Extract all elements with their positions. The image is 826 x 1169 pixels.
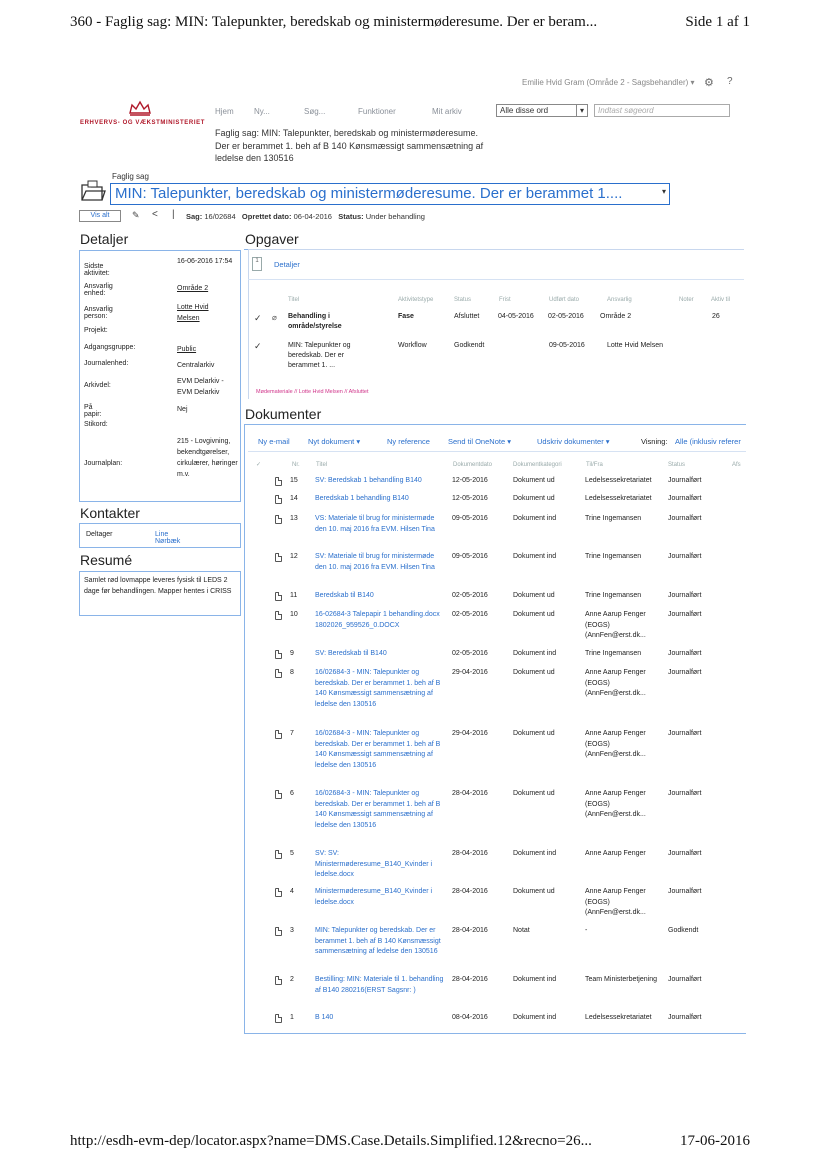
nav-home[interactable]: Hjem xyxy=(215,107,234,116)
doc-status: Journalført xyxy=(668,650,702,657)
doc-to-from: Anne Aarup Fenger (EOGS) (AnnFen@erst.dk... xyxy=(585,669,646,698)
contacts-heading: Kontakter xyxy=(80,505,140,521)
doc-category: Dokument ud xyxy=(513,592,555,599)
doc-title[interactable]: B 140 xyxy=(315,1014,334,1021)
doc-status: Journalført xyxy=(668,888,702,895)
doc-date: 28-04-2016 xyxy=(452,790,488,797)
attachment-icon: ⌀ xyxy=(272,313,277,322)
chevron-down-icon: ▾ xyxy=(576,105,587,116)
doc-to-from: Trine Ingemansen xyxy=(585,592,642,599)
doc-category: Dokument ind xyxy=(513,553,557,560)
print-footer-date: 17-06-2016 xyxy=(680,1133,750,1149)
document-icon[interactable] xyxy=(275,611,282,620)
doc-category: Dokument ud xyxy=(513,611,555,618)
doc-title[interactable]: Beredskab til B140 xyxy=(315,592,374,599)
new-reference-button[interactable]: Ny reference xyxy=(387,437,430,446)
print-documents-button[interactable]: Udskriv dokumenter ▾ xyxy=(537,437,610,446)
doc-date: 02-05-2016 xyxy=(452,592,488,599)
contact-name[interactable]: Line Nørbæk xyxy=(155,531,181,545)
document-icon[interactable] xyxy=(275,850,282,859)
doc-category: Dokument ind xyxy=(513,650,557,657)
document-icon[interactable] xyxy=(275,669,282,678)
doc-status: Journalført xyxy=(668,495,702,502)
doc-number: 8 xyxy=(290,669,294,676)
doc-date: 08-04-2016 xyxy=(452,1014,488,1021)
case-type-label: Faglig sag xyxy=(112,172,149,181)
doc-title[interactable]: 16/02684-3 - MIN: Talepunkter og beredskab. Der er berammet 1. beh af B 140 Kønsmæssigt sammensætning af ledelse den 130516 xyxy=(315,669,441,708)
doc-title[interactable]: SV: SV: Ministermøderesume_B140_Kvinder i ledelse.docx xyxy=(315,850,433,879)
document-icon[interactable] xyxy=(275,650,282,659)
task-footnote: Mødemateriale // Lotte Hvid Melsen // Afsluttet xyxy=(256,389,369,395)
chevron-down-icon[interactable]: ▾ xyxy=(661,187,666,196)
tasks-tab-divider xyxy=(248,279,744,280)
search-mode-select[interactable] xyxy=(496,104,588,117)
document-icon[interactable] xyxy=(275,730,282,739)
print-footer-url: http://esdh-evm-dep/locator.aspx?name=DMS.Case.Details.Simplified.12&recno=26... xyxy=(70,1133,592,1149)
new-document-button[interactable]: Nyt dokument ▾ xyxy=(308,437,361,446)
new-email-button[interactable]: Ny e-mail xyxy=(258,437,290,446)
help-icon[interactable]: ? xyxy=(727,76,733,87)
case-title-text: MIN: Talepunkter, beredskab og ministermøderesume. Der er berammet 1.... xyxy=(115,185,623,202)
task-deadline: 04-05-2016 xyxy=(498,313,534,320)
detail-label: På papir: xyxy=(84,404,102,418)
summary-heading: Resumé xyxy=(80,552,133,568)
search-mode-value: Alle disse ord xyxy=(500,106,549,115)
task-title[interactable]: MIN: Talepunkter og beredskab. Der er berammet 1. ... xyxy=(288,342,351,369)
doc-col-header[interactable]: Titel xyxy=(316,462,328,468)
document-icon[interactable] xyxy=(275,976,282,985)
task-responsible[interactable]: Område 2 xyxy=(600,313,632,320)
detail-label: Adgangsgruppe: xyxy=(84,344,136,351)
detail-label: Journalplan: xyxy=(84,460,123,467)
document-icon[interactable] xyxy=(275,888,282,897)
detail-label: Ansvarlig enhed: xyxy=(84,283,113,297)
doc-col-header[interactable]: Dokumentdato xyxy=(453,462,493,468)
document-icon[interactable] xyxy=(275,495,282,504)
task-col-header[interactable]: Status xyxy=(454,297,472,303)
nav-my-archive[interactable]: Mit arkiv xyxy=(432,107,462,116)
breadcrumb-line: Der er berammet 1. beh af B 140 Kønsmæssigt sammensætning af xyxy=(215,140,484,151)
show-all-button[interactable]: Vis alt xyxy=(79,210,121,222)
select-all-checkbox[interactable]: ✓ xyxy=(256,462,262,468)
doc-to-from: Team Ministerbetjening xyxy=(585,976,657,983)
nav-functions[interactable]: Funktioner xyxy=(358,107,396,116)
case-number: 16/02684 xyxy=(204,212,236,221)
case-title[interactable] xyxy=(110,183,670,205)
doc-date: 28-04-2016 xyxy=(452,927,488,934)
nav-new[interactable]: Ny... xyxy=(254,107,270,116)
share-icon[interactable]: < xyxy=(152,209,158,220)
pin-icon[interactable]: ✎ xyxy=(132,210,140,220)
doc-status: Journalført xyxy=(668,730,702,737)
task-type: Workflow xyxy=(398,342,427,349)
doc-status: Journalført xyxy=(668,592,702,599)
doc-date: 12-05-2016 xyxy=(452,495,488,502)
status-label: Status: xyxy=(338,212,364,221)
doc-status: Journalført xyxy=(668,611,702,618)
detail-value: Nej xyxy=(177,406,188,413)
task-done-date: 09-05-2016 xyxy=(549,342,585,349)
doc-title[interactable]: SV: Materiale til brug for ministermøde den 10. maj 2016 fra EVM. Hilsen Tina xyxy=(315,553,435,571)
doc-number: 7 xyxy=(290,730,294,737)
doc-category: Dokument ind xyxy=(513,850,557,857)
view-select[interactable]: Alle (inklusiv referer xyxy=(675,437,741,446)
crown-icon xyxy=(128,100,152,116)
document-icon[interactable] xyxy=(275,790,282,799)
task-col-header[interactable]: Noter xyxy=(679,297,694,303)
task-active-until: 26 xyxy=(712,313,720,320)
documents-heading: Dokumenter xyxy=(245,406,322,422)
doc-to-from: - xyxy=(585,927,588,934)
doc-category: Dokument ud xyxy=(513,730,555,737)
doc-date: 02-05-2016 xyxy=(452,650,488,657)
doc-status: Journalført xyxy=(668,976,702,983)
doc-date: 28-04-2016 xyxy=(452,888,488,895)
tab-details[interactable]: Detaljer xyxy=(274,260,300,269)
doc-to-from: Ledelsessekretariatet xyxy=(585,495,652,502)
task-type: Fase xyxy=(398,313,414,320)
doc-number: 1 xyxy=(290,1014,294,1021)
doc-date: 12-05-2016 xyxy=(452,477,488,484)
doc-number: 14 xyxy=(290,495,298,502)
doc-status: Journalført xyxy=(668,477,702,484)
doc-to-from: Anne Aarup Fenger xyxy=(585,850,646,857)
task-col-header[interactable]: Ansvarlig xyxy=(607,297,632,303)
doc-to-from: Trine Ingemansen xyxy=(585,650,642,657)
doc-number: 6 xyxy=(290,790,294,797)
doc-status: Godkendt xyxy=(668,927,699,934)
details-tab-icon[interactable]: 1 xyxy=(252,257,262,271)
doc-date: 28-04-2016 xyxy=(452,850,488,857)
send-to-onenote-button[interactable]: Send til OneNote ▾ xyxy=(448,437,511,446)
task-done-date: 02-05-2016 xyxy=(548,313,584,320)
print-header-title: 360 - Faglig sag: MIN: Talepunkter, beredskab og ministermøderesume. Der er beram... xyxy=(70,14,598,30)
doc-status: Journalført xyxy=(668,515,702,522)
doc-status: Journalført xyxy=(668,790,702,797)
doc-number: 9 xyxy=(290,650,294,657)
doc-number: 2 xyxy=(290,976,294,983)
breadcrumb xyxy=(215,127,505,165)
document-icon[interactable] xyxy=(275,927,282,936)
doc-category: Dokument ud xyxy=(513,888,555,895)
doc-category: Dokument ind xyxy=(513,515,557,522)
doc-title[interactable]: 16/02684-3 - MIN: Talepunkter og beredskab. Der er berammet 1. beh af B 140 Kønsmæssigt sammensætning af ledelse den 130516 xyxy=(315,730,441,769)
doc-number: 11 xyxy=(290,592,298,599)
doc-date: 02-05-2016 xyxy=(452,611,488,618)
doc-date: 09-05-2016 xyxy=(452,553,488,560)
doc-title[interactable]: MIN: Talepunkter og beredskab. Der er berammet 1. beh af B 140 Kønsmæssigt sammensætning af ledelse den 130516 xyxy=(315,927,441,956)
doc-col-header[interactable]: Til/Fra xyxy=(586,462,603,468)
search-input[interactable]: Indtast søgeord xyxy=(594,104,730,117)
created-date: 06-04-2016 xyxy=(293,212,332,221)
doc-number: 3 xyxy=(290,927,294,934)
doc-col-header[interactable]: Nr. xyxy=(292,462,300,468)
ministry-logo[interactable] xyxy=(80,100,205,126)
doc-date: 28-04-2016 xyxy=(452,976,488,983)
doc-category: Dokument ind xyxy=(513,976,557,983)
doc-col-header[interactable]: Afs xyxy=(732,462,741,468)
doc-col-header[interactable]: Dokumentkategori xyxy=(513,462,562,468)
doc-to-from: Trine Ingemansen xyxy=(585,515,642,522)
doc-to-from: Anne Aarup Fenger (EOGS) (AnnFen@erst.dk... xyxy=(585,888,646,917)
doc-title[interactable]: SV: Beredskab til B140 xyxy=(315,650,387,657)
detail-value: Centralarkiv xyxy=(177,362,215,369)
doc-category: Dokument ud xyxy=(513,477,555,484)
detail-value[interactable]: Public xyxy=(177,346,197,353)
task-status: Godkendt xyxy=(454,342,485,349)
doc-title[interactable]: Beredskab 1 behandling B140 xyxy=(315,495,409,502)
document-icon[interactable] xyxy=(275,553,282,562)
documents-toolbar-divider xyxy=(248,451,746,452)
task-col-header[interactable]: Titel xyxy=(288,297,300,303)
doc-status: Journalført xyxy=(668,1014,702,1021)
doc-col-header[interactable]: Status xyxy=(668,462,686,468)
doc-number: 4 xyxy=(290,888,294,895)
print-page-number: Side 1 af 1 xyxy=(685,14,750,30)
breadcrumb-line: Faglig sag: MIN: Talepunkter, beredskab og ministermøderesume. xyxy=(215,128,478,138)
doc-number: 5 xyxy=(290,850,294,857)
user-menu[interactable]: Emilie Hvid Gram (Område 2 - Sagsbehandler) ▾ xyxy=(522,78,695,87)
doc-category: Dokument ud xyxy=(513,790,555,797)
checkmark-icon: ✓ xyxy=(254,313,262,323)
details-heading: Detaljer xyxy=(80,231,129,247)
doc-to-from: Anne Aarup Fenger (EOGS) (AnnFen@erst.dk... xyxy=(585,730,646,759)
doc-number: 12 xyxy=(290,553,298,560)
doc-to-from: Ledelsessekretariatet xyxy=(585,1014,652,1021)
detail-label: Arkivdel: xyxy=(84,382,111,389)
detail-value[interactable]: Område 2 xyxy=(177,285,209,292)
view-label: Visning: xyxy=(641,437,668,446)
task-status: Afsluttet xyxy=(454,313,480,320)
doc-to-from: Anne Aarup Fenger (EOGS) (AnnFen@erst.dk... xyxy=(585,790,646,819)
nav-search[interactable]: Søg... xyxy=(304,107,326,116)
doc-date: 29-04-2016 xyxy=(452,669,488,676)
detail-label: Journalenhed: xyxy=(84,360,129,367)
breadcrumb-line: ledelse den 130516 xyxy=(215,153,294,163)
case-number-label: Sag: xyxy=(186,212,203,221)
contact-role: Deltager xyxy=(86,531,113,538)
task-col-header[interactable]: Frist xyxy=(499,297,511,303)
detail-label: Stikord: xyxy=(84,421,108,428)
detail-value: 16-06-2016 17:54 xyxy=(177,258,233,265)
doc-date: 09-05-2016 xyxy=(452,515,488,522)
detail-label: Sidste aktivitet: xyxy=(84,263,110,277)
summary-text: Samlet rød lovmappe leveres fysisk til LEDS 2 dage før behandlingen. Mapper hentes i CRISS xyxy=(84,577,232,595)
task-responsible[interactable]: Lotte Hvid Melsen xyxy=(607,342,664,349)
document-icon[interactable] xyxy=(275,477,282,486)
doc-status: Journalført xyxy=(668,850,702,857)
doc-to-from: Ledelsessekretariatet xyxy=(585,477,652,484)
case-meta xyxy=(186,212,425,221)
task-title[interactable]: Behandling i område/styrelse xyxy=(288,313,342,330)
doc-status: Journalført xyxy=(668,669,702,676)
tasks-heading: Opgaver xyxy=(245,231,299,247)
doc-date: 29-04-2016 xyxy=(452,730,488,737)
doc-to-from: Trine Ingemansen xyxy=(585,553,642,560)
doc-category: Dokument ud xyxy=(513,669,555,676)
task-col-header[interactable]: Udført dato xyxy=(549,297,580,303)
divider-icon: | xyxy=(172,209,175,220)
task-col-header[interactable]: Aktivitetstype xyxy=(398,297,434,303)
doc-number: 10 xyxy=(290,611,298,618)
detail-value: 215 - Lovgivning, bekendtgørelser, cirkulærer, høringer m.v. xyxy=(177,438,238,478)
doc-status: Journalført xyxy=(668,553,702,560)
doc-title[interactable]: VS: Materiale til brug for ministermøde den 10. maj 2016 fra EVM. Hilsen Tina xyxy=(315,515,435,533)
detail-value[interactable]: Lotte Hvid Melsen xyxy=(177,304,209,322)
checkmark-icon: ✓ xyxy=(254,341,262,351)
doc-title[interactable]: SV: Beredskab 1 behandling B140 xyxy=(315,477,422,484)
doc-number: 13 xyxy=(290,515,298,522)
gear-icon[interactable]: ⚙ xyxy=(704,77,714,89)
folder-icon xyxy=(80,180,106,202)
doc-category: Dokument ind xyxy=(513,1014,557,1021)
document-icon[interactable] xyxy=(275,515,282,524)
doc-number: 15 xyxy=(290,477,298,484)
doc-title[interactable]: Ministermøderesume_B140_Kvinder i ledelse.docx xyxy=(315,888,433,906)
doc-category: Notat xyxy=(513,927,530,934)
created-date-label: Oprettet dato: xyxy=(241,212,292,221)
doc-to-from: Anne Aarup Fenger (EOGS) (AnnFen@erst.dk... xyxy=(585,611,646,640)
doc-category: Dokument ud xyxy=(513,495,555,502)
doc-title[interactable]: 16-02684-3 Talepapir 1 behandling.docx 1802026_959526_0.DOCX xyxy=(315,611,440,629)
case-status: Under behandling xyxy=(365,212,425,221)
document-icon[interactable] xyxy=(275,592,282,601)
document-icon[interactable] xyxy=(275,1014,282,1023)
detail-label: Projekt: xyxy=(84,327,108,334)
task-col-header[interactable]: Aktiv til xyxy=(711,297,731,303)
doc-title[interactable]: Bestilling: MIN: Materiale til 1. behandling af B140 280216(ERST Sagsnr: ) xyxy=(315,976,444,994)
ministry-name: ERHVERVS- OG VÆKSTMINISTERIET xyxy=(80,120,205,126)
doc-title[interactable]: 16/02684-3 - MIN: Talepunkter og beredskab. Der er berammet 1. beh af B 140 Kønsmæssigt sammensætning af ledelse den 130516 xyxy=(315,790,441,829)
detail-value: EVM Delarkiv - EVM Delarkiv xyxy=(177,378,224,396)
detail-label: Ansvarlig person: xyxy=(84,306,113,320)
